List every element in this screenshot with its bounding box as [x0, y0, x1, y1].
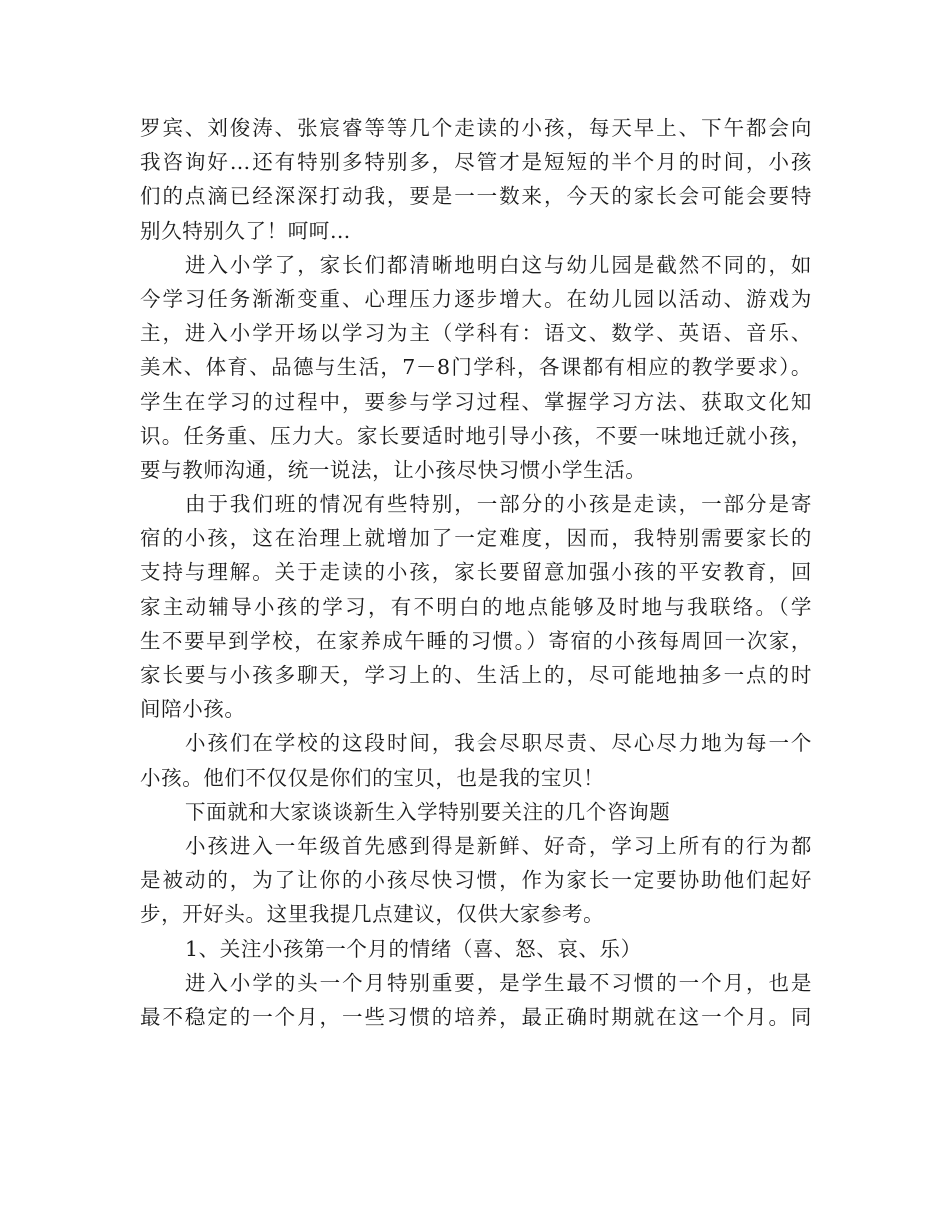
text-line: 下面就和大家谈谈新生入学特别要关注的几个咨询题 [185, 799, 671, 824]
text-line: 识。任务重、压力大。家长要适时地引导小孩，不要一味地迁就小孩， [140, 423, 812, 448]
text-line: 进入小学了，家长们都清晰地明白这与幼儿园是截然不同的，如 [185, 252, 812, 277]
text-line: 美术、体育、品德与生活，7－8门学科，各课都有相应的教学要求）。 [140, 355, 812, 380]
text-line: 宿的小孩，这在治理上就增加了一定难度，因而，我特别需要家长的 [140, 526, 812, 551]
text-line: 要与教师沟通，统一说法，让小孩尽快习惯小学生活。 [140, 457, 647, 482]
text-line: 由于我们班的情况有些特别，一部分的小孩是走读，一部分是寄 [185, 492, 812, 517]
document-body [140, 111, 812, 1034]
text-line: 1、关注小孩第一个月的情绪（喜、怒、哀、乐） [185, 936, 642, 961]
text-line: 主，进入小学开场以学习为主（学科有：语文、数学、英语、音乐、 [140, 321, 812, 346]
text-line: 小孩进入一年级首先感到得是新鲜、好奇，学习上所有的行为都 [185, 833, 812, 858]
text-line: 间陪小孩。 [140, 697, 246, 722]
text-line: 小孩。他们不仅仅是你们的宝贝，也是我的宝贝！ [140, 765, 605, 790]
text-line: 最不稳定的一个月，一些习惯的培养，最正确时期就在这一个月。同 [140, 1004, 812, 1029]
text-line: 我咨询好…还有特别多特别多，尽管才是短短的半个月的时间，小孩 [140, 150, 812, 175]
text-line: 生不要早到学校，在家养成午睡的习惯。）寄宿的小孩每周回一次家， [140, 628, 812, 653]
text-line: 进入小学的头一个月特别重要，是学生最不习惯的一个月，也是 [185, 970, 812, 995]
text-line: 步，开好头。这里我提几点建议，仅供大家参考。 [140, 902, 605, 927]
text-line: 今学习任务渐渐变重、心理压力逐步增大。在幼儿园以活动、游戏为 [140, 286, 812, 311]
text-line: 家长要与小孩多聊天，学习上的、生活上的，尽可能地抽多一点的时 [140, 663, 812, 687]
text-line: 是被动的，为了让你的小孩尽快习惯，作为家长一定要协助他们起好 [140, 868, 812, 893]
text-line: 家主动辅导小孩的学习，有不明白的地点能够及时地与我联络。（学 [140, 594, 812, 619]
text-line: 别久特别久了！呵呵… [140, 218, 351, 243]
text-line: 们的点滴已经深深打动我，要是一一数来，今天的家长会可能会要特 [140, 184, 812, 209]
text-line: 学生在学习的过程中，要参与学习过程、掌握学习方法、获取文化知 [140, 389, 812, 414]
text-line: 小孩们在学校的这段时间，我会尽职尽责、尽心尽力地为每一个 [185, 731, 812, 756]
text-line: 支持与理解。关于走读的小孩，家长要留意加强小孩的平安教育，回 [140, 560, 812, 585]
text-line: 罗宾、刘俊涛、张宸睿等等几个走读的小孩，每天早上、下午都会向 [140, 116, 812, 140]
